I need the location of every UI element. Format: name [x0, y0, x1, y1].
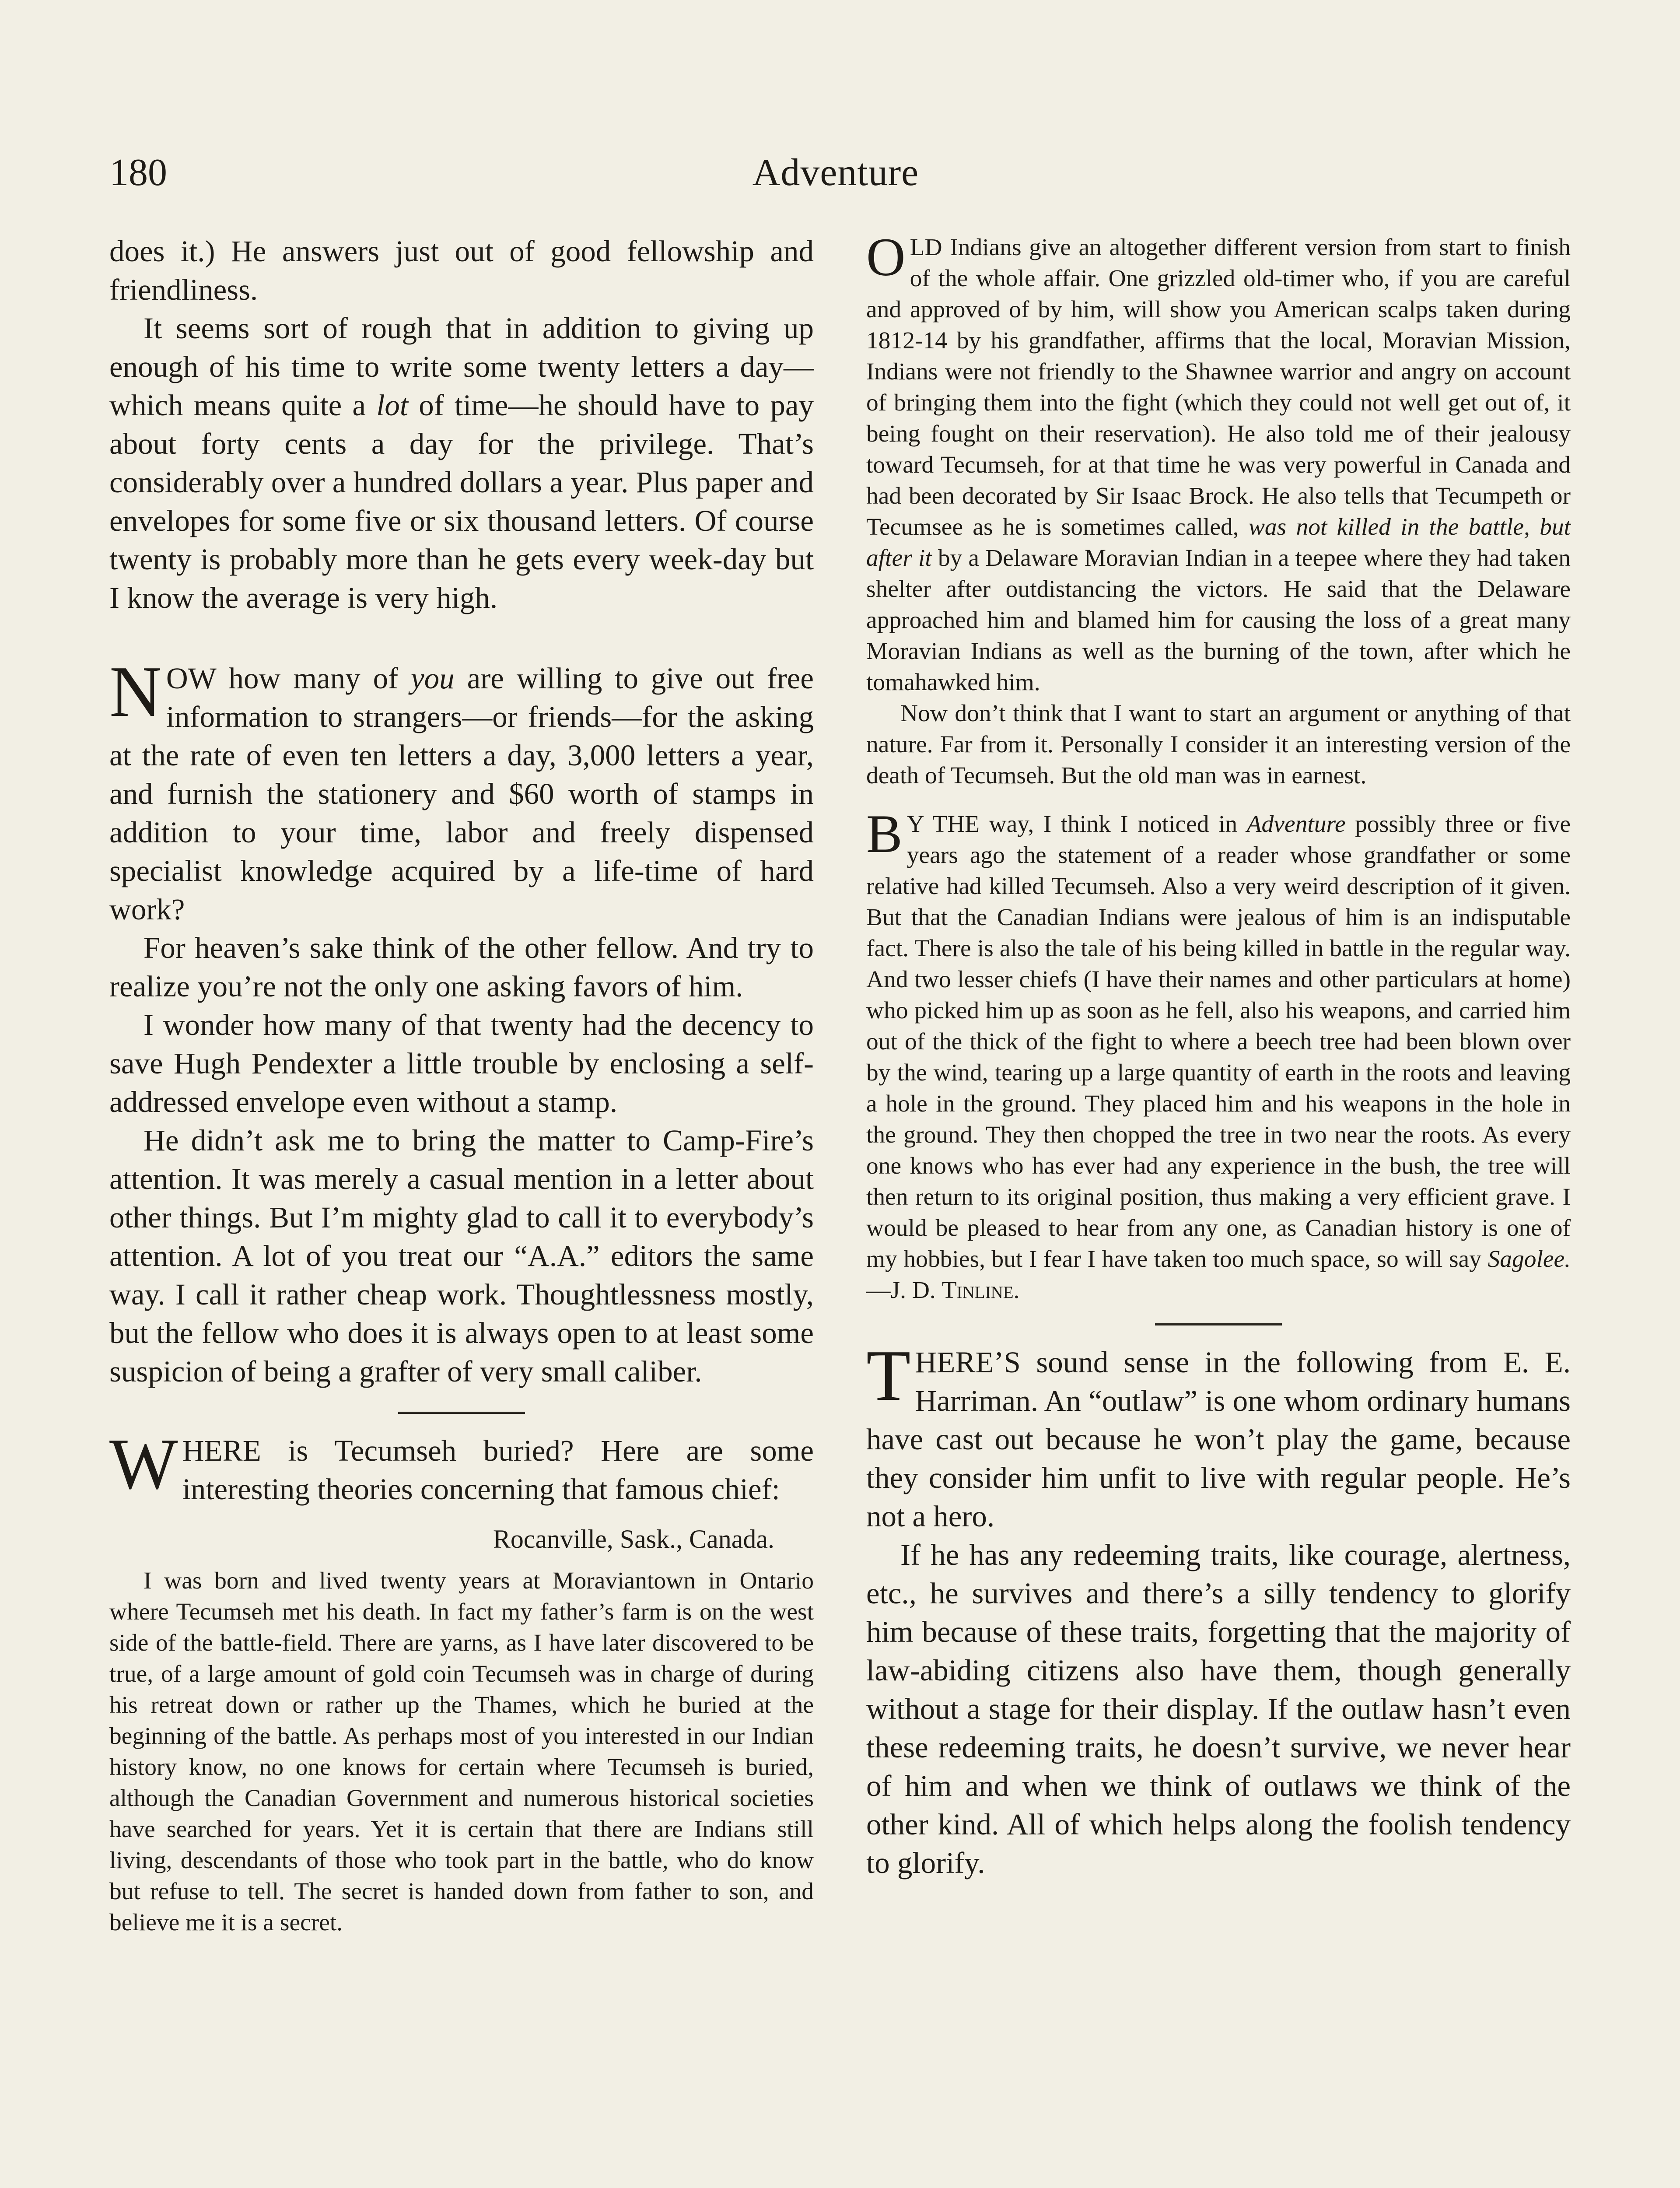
drop-cap: T — [866, 1335, 911, 1416]
signoff: Sagolee. — [1488, 1246, 1571, 1273]
paragraph: It seems sort of rough that in addition to giving up enough of his time to write some twenty letters a day—which means quite a lot of time—he should have to pay about forty cents a day for the privilege. That’s considerably over a hundred dollars a year. Plus paper and envelopes for some five or six thousand letters. Of course twenty is probably more than he gets every week-day but I know the average is very high. — [109, 312, 814, 614]
letter-body-dropcap: B Y THE way, I think I noticed in Adventure possibly three or five years ago the statement of a reader whose grandfather or some relative had killed Tecumseh. Also a very weird description of it given. But that the Canadian Indians were jealous of him is an indisputable fact. There is also the tale of his being killed in battle in the regular way. And two lesser chiefs (I have their names and other particulars at home) who picked him up as soon as he fell, also his weapons, and carried him out of the thick of the fight to where a beech tree had been blown over by the wind, tearing up a large quantity of earth in the roots and leaving a hole in the ground. They placed him and his weapons in the hole in the ground. They then chopped the tree in two near the roots. As every one knows who has ever had any experience in the bush, the tree will then return to its original position, thus making a very efficient grave. I would be pleased to hear from any one, as Canadian history is one of my hobbies, but I fear I have taken too much space, so will say Sagolee.—J. D. Tinline. — [866, 804, 1571, 1304]
paragraph-dropcap: WHERE is Tecumseh buried? Here are some interesting theories concerning that famous chief: — [109, 1424, 814, 1506]
page-header — [109, 144, 1562, 201]
paragraph-dropcap: THERE’S sound sense in the following from E. E. Harriman. An “outlaw” is one whom ordinary humans have cast out because he won’t play the game, because they consider him unfit to live with regular people. He’s not a hero. — [866, 1335, 1571, 1533]
letter-dateline: Rocanville, Sask., Canada. — [493, 1525, 774, 1553]
paragraph: does it.) He answers just out of good fellowship and friendliness. — [109, 235, 814, 306]
page-number: 180 — [109, 151, 167, 194]
drop-cap: O — [866, 227, 906, 287]
paragraph-dropcap: NOW how many of you are willing to give out free information to strangers—or friends—for the asking at the rate of even ten letters a day, 3,000 letters a year, and furnish the stationery and $60 worth of stamps in addition to your time, labor and freely dispensed specialist knowledge acquired by a life-time of hard work? — [109, 651, 814, 926]
drop-cap: N — [109, 651, 162, 732]
drop-cap: W — [109, 1424, 178, 1504]
paragraph: If he has any redeeming traits, like courage, alertness, etc., he survives and there’s a silly tendency to glorify him because of these traits, forgetting that the majority of law-abiding citizens also have them, though generally without a stage for their display. If the outlaw hasn’t even these redeeming traits, he doesn’t survive, we never hear of him and when we think of outlaws we think of the other kind. All of which helps along the foolish tendency to glorify. — [866, 1538, 1571, 1879]
paragraph: He didn’t ask me to bring the matter to Camp-Fire’s attention. It was merely a casual mention in a letter about other things. But I’m mighty glad to call it to everybody’s attention. A lot of you treat our “A.A.” editors the same way. I call it rather cheap work. Thoughtlessness mostly, but the fellow who does it is always open to at least some suspicion of being a grafter of very small caliber. — [109, 1124, 814, 1388]
drop-cap: B — [866, 804, 903, 864]
letter-body: Now don’t think that I want to start an argument or anything of that nature. Far from it. Personally I consider it an interesting version of the death of Tecumseh. But the old man was in earnest. — [866, 700, 1571, 789]
letter-body: I was born and lived twenty years at Moraviantown in Ontario where Tecumseh met his death. In fact my father’s farm is on the west side of the battle-field. There are yarns, as I have later discovered to be true, of a large amount of gold coin Tecumseh was in charge of during his retreat down or rather up the Thames, which he buried at the beginning of the battle. As perhaps most of you interested in our Indian history know, no one knows for certain where Tecumseh is buried, although the Canadian Government and numerous historical societies have searched for years. Yet it is certain that there are Indians still living, descendants of those who took part in the battle, who do know but refuse to tell. The secret is handed down from father to son, and believe me it is a secret. — [109, 1567, 814, 1936]
left-column — [109, 232, 814, 1938]
paragraph: I wonder how many of that twenty had the decency to save Hugh Pendexter a little trouble by enclosing a self-addressed envelope even without a stamp. — [109, 1008, 814, 1119]
right-column — [866, 227, 1571, 1882]
running-title: Adventure — [752, 151, 919, 194]
letter-body-dropcap: OLD Indians give an altogether different version from start to finish of the whole affair. One grizzled old-timer who, if you are careful and approved of by him, will show you American scalps taken during 1812-14 by his grandfather, affirms that the local, Moravian Mission, Indians were not friendly to the Shawnee warrior and angry on account of bringing them into the fight (which they could not well get out of, it being fought on their reservation). He also told me of their jealousy toward Tecumseh, for at that time he was very powerful in Canada and had been decorated by Sir Isaac Brock. He also tells that Tecumpeth or Tecumsee as he is sometimes called, was not killed in the battle, but after it by a Delaware Moravian Indian in a teepee where they had taken shelter after outdistancing the victors. He said that the Delaware approached him and blamed him for causing the loss of a great many Moravian Indians as well as the burning of the town, after which he tomahawked him. — [866, 227, 1571, 696]
paragraph: For heaven’s sake think of the other fellow. And try to realize you’re not the only one asking favors of him. — [109, 931, 814, 1003]
signature: Tinline — [942, 1277, 1014, 1304]
